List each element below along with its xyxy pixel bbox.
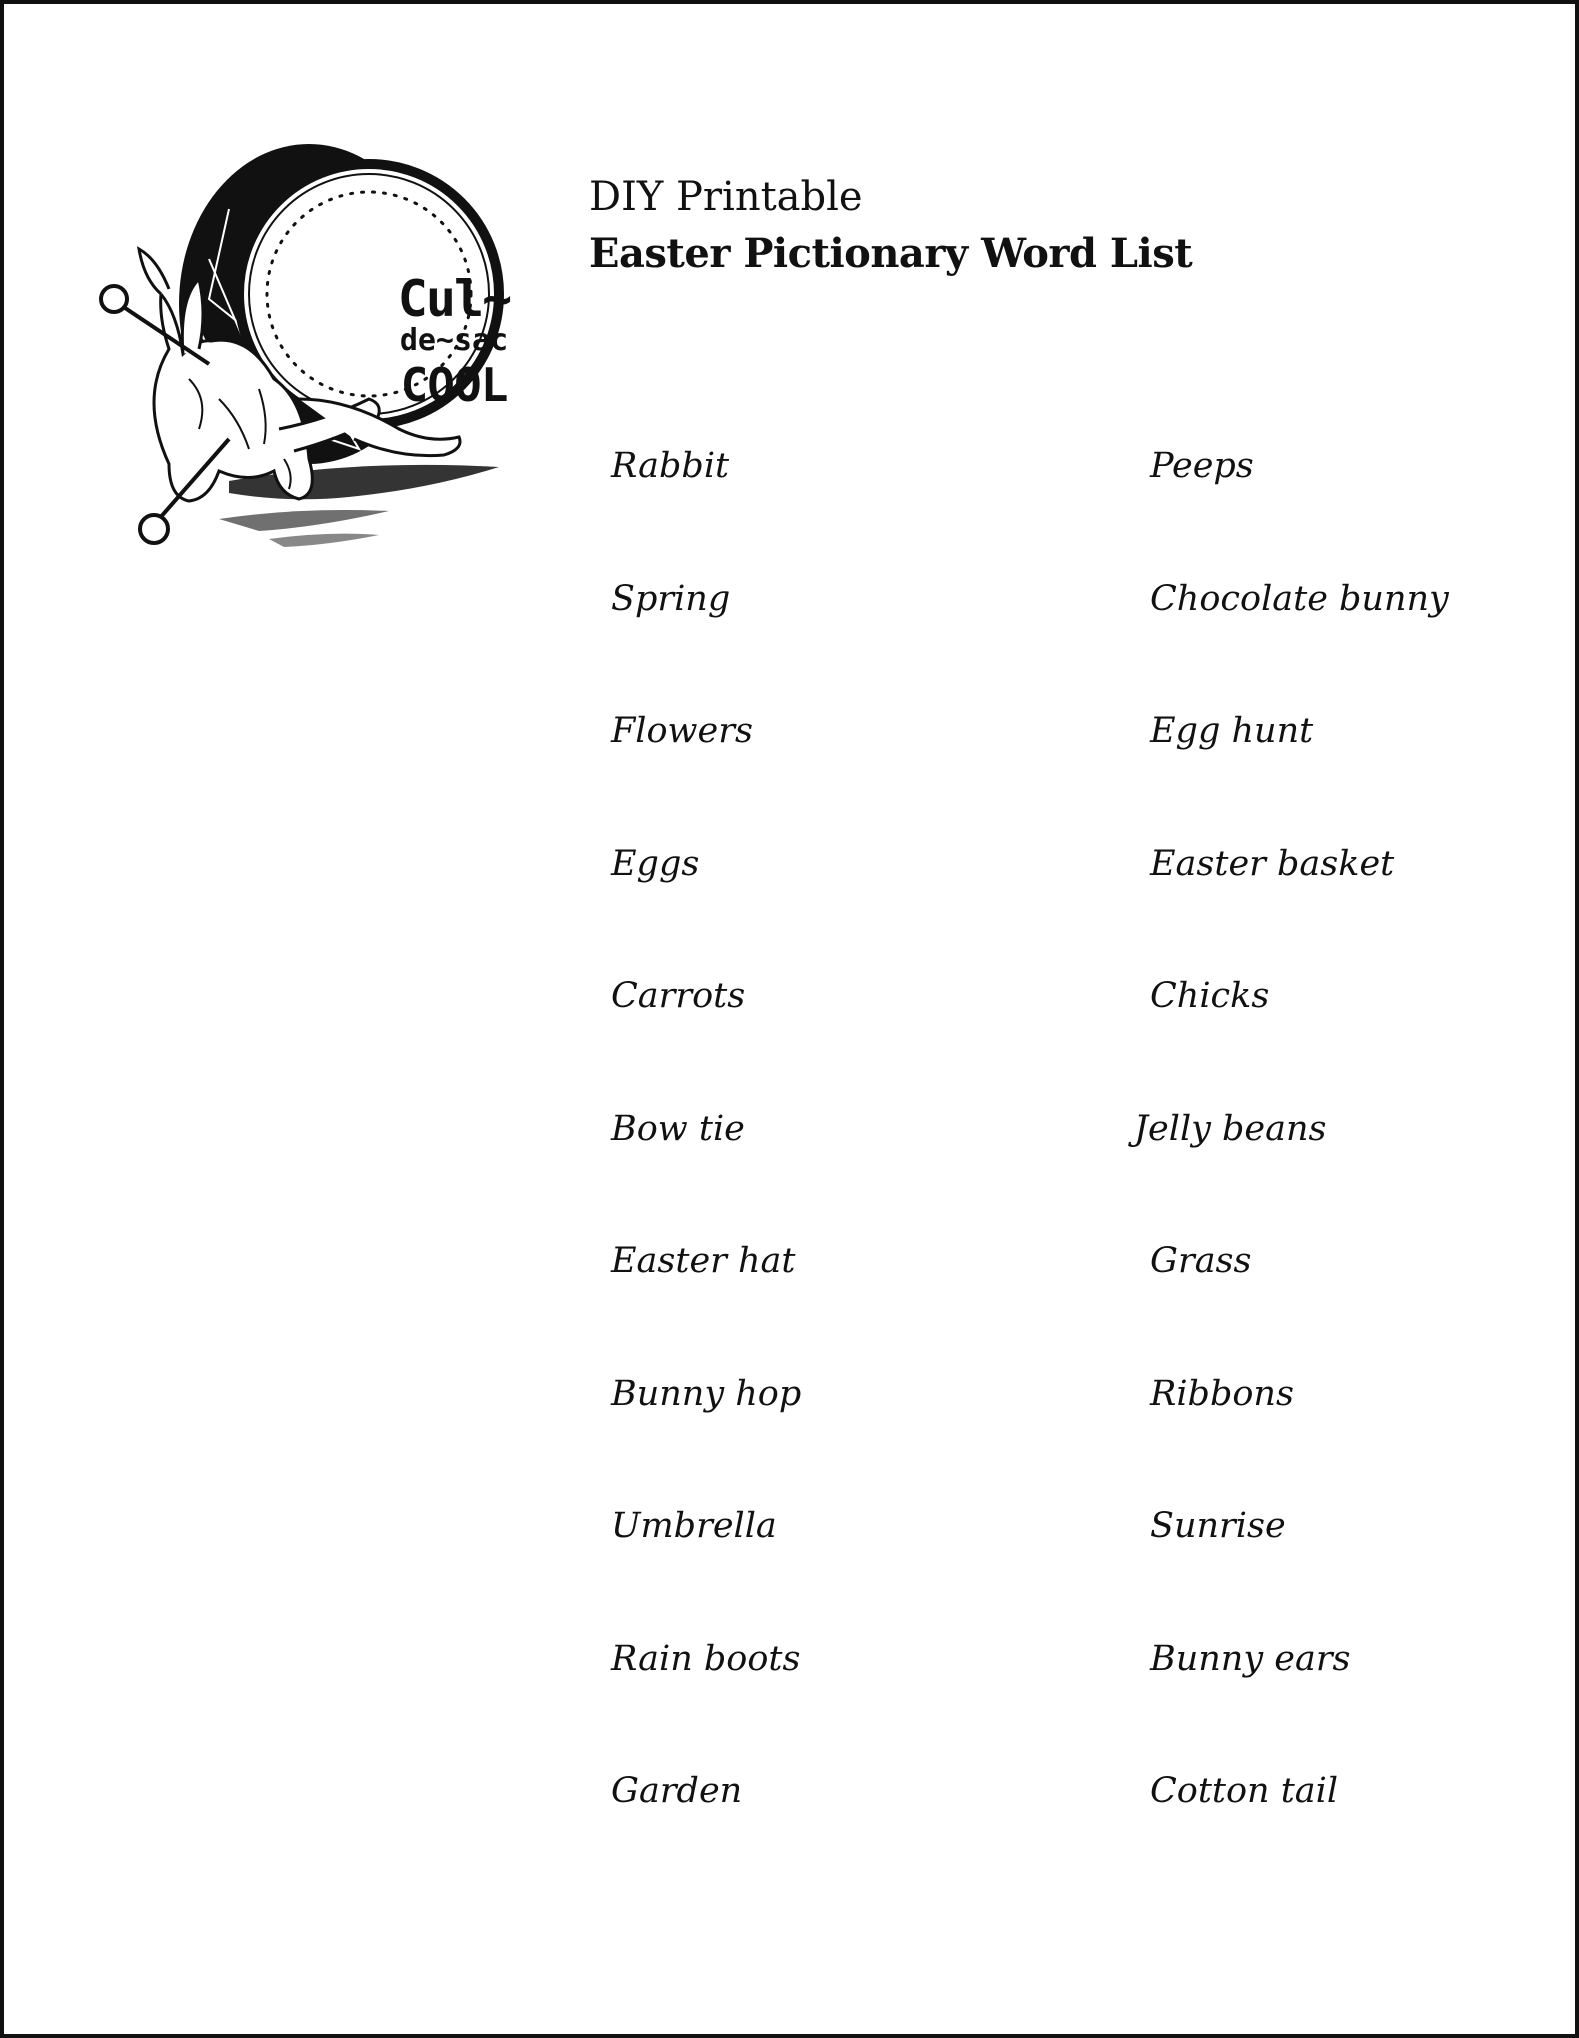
word-item: Sunrise	[1150, 1506, 1286, 1546]
page-title: Easter Pictionary Word List	[589, 230, 1193, 277]
word-item: Cotton tail	[1150, 1771, 1339, 1811]
word-item: Garden	[611, 1771, 743, 1811]
word-item: Grass	[1150, 1241, 1252, 1281]
word-item: Eggs	[611, 844, 700, 884]
word-item: Rain boots	[611, 1639, 801, 1679]
word-item: Peeps	[1150, 446, 1254, 486]
word-item: Rabbit	[611, 446, 730, 486]
logo-line-3: COOL	[400, 358, 508, 412]
word-item: Chocolate bunny	[1150, 579, 1449, 619]
word-item: Jelly beans	[1134, 1109, 1327, 1149]
word-item: Carrots	[611, 976, 746, 1016]
logo-line-1: Cul~	[397, 270, 511, 328]
word-item: Bunny ears	[1150, 1639, 1351, 1679]
word-item: Umbrella	[611, 1506, 777, 1546]
page-subtitle: DIY Printable	[589, 174, 863, 220]
word-item: Egg hunt	[1150, 711, 1314, 751]
word-item: Bunny hop	[611, 1374, 802, 1414]
word-item: Easter basket	[1150, 844, 1395, 884]
cul-de-sac-cool-logo	[99, 99, 519, 579]
word-item: Flowers	[611, 711, 753, 751]
word-item: Chicks	[1150, 976, 1270, 1016]
word-item: Bow tie	[611, 1109, 745, 1149]
word-item: Easter hat	[611, 1241, 796, 1281]
word-item: Ribbons	[1150, 1374, 1294, 1414]
word-item: Spring	[611, 579, 731, 619]
logo-line-2: de~sac	[399, 323, 509, 358]
